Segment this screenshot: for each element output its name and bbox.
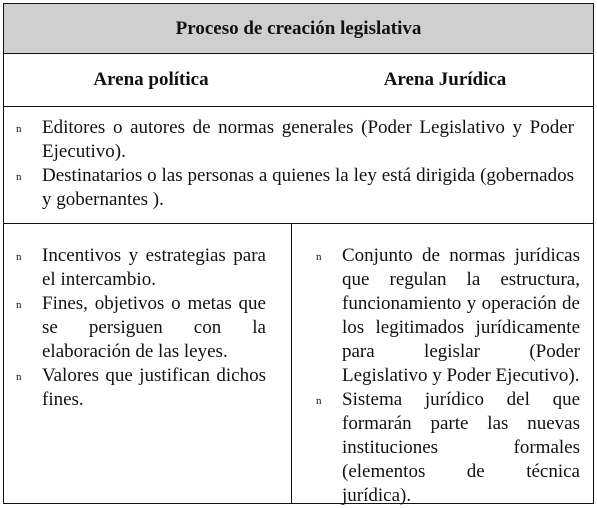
column-divider: [291, 223, 292, 503]
legal-arena-list: [304, 244, 580, 508]
political-arena-list: [4, 244, 266, 412]
bullet-icon: n: [16, 299, 22, 311]
list-item-text: Fines, objetivos o metas que se persiguen con la elaboración de las leyes.: [42, 293, 266, 362]
list-item-text: Destinatarios o las personas a quienes la ley está dirigida (gobernados y gobernantes ).: [42, 165, 574, 210]
legislative-process-table: [3, 3, 594, 504]
list-item-text: Incentivos y estrategias para el intercambio.: [42, 245, 266, 290]
bullet-icon: n: [316, 395, 322, 407]
list-item-text: Valores que justifican dichos fines.: [42, 365, 266, 410]
bullet-icon: n: [316, 251, 322, 263]
header-political-arena: Arena política: [93, 68, 209, 90]
table-title: [4, 4, 593, 54]
list-item-text: Editores o autores de normas generales (Poder Legislativo y Poder Ejecutivo).: [42, 117, 574, 162]
bullet-icon: n: [16, 251, 22, 263]
list-item: [304, 244, 580, 388]
table-title-text: Proceso de creación legislativa: [175, 17, 422, 39]
shared-items-row: [4, 106, 593, 224]
list-item: [4, 292, 266, 364]
list-item: [4, 244, 266, 292]
header-legal-arena: Arena Jurídica: [383, 68, 507, 90]
list-item: [4, 364, 266, 412]
shared-list: [4, 116, 574, 212]
column-header-row: [4, 53, 593, 107]
bullet-icon: n: [16, 171, 22, 183]
list-item-text: Conjunto de normas jurídicas que regulan la estructura, funcionamiento y operación de los legitimados jurídicamente para legislar (Poder Legislativo y Poder Ejecutivo).: [342, 245, 580, 386]
arena-columns-row: [4, 223, 593, 506]
list-item-text: Sistema jurídico del que formarán parte las nuevas instituciones formales (elementos de técnica jurídica).: [342, 389, 580, 506]
list-item: [4, 164, 574, 212]
bullet-icon: n: [16, 371, 22, 383]
list-item: [304, 388, 580, 508]
list-item: [4, 116, 574, 164]
bullet-icon: n: [16, 123, 22, 135]
